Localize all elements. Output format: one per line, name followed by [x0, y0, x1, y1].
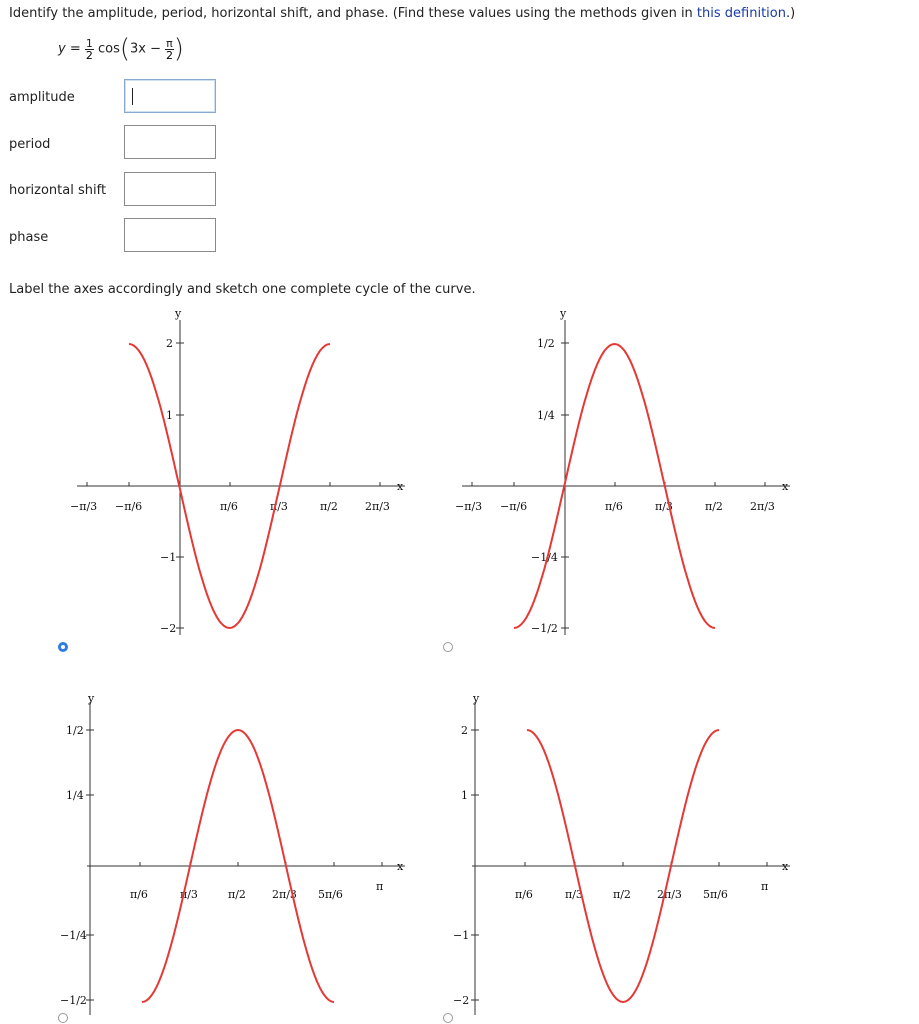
- x-tick-label: −π/3: [455, 500, 483, 513]
- equation-function: cos: [98, 41, 120, 57]
- horizontal-shift-label: horizontal shift: [9, 183, 107, 198]
- x-tick-label: π: [376, 880, 384, 893]
- shift-numerator: π: [166, 36, 173, 50]
- radio-graph-1[interactable]: [58, 642, 68, 652]
- equation-lhs: y =: [58, 41, 81, 57]
- phase-input[interactable]: [124, 218, 216, 252]
- y-tick-label: −1/2: [60, 994, 87, 1007]
- radio-graph-2[interactable]: [443, 642, 453, 652]
- x-tick-label: π/3: [655, 500, 673, 513]
- x-tick-label: π/2: [228, 888, 246, 901]
- x-tick-label: π/2: [613, 888, 631, 901]
- y-tick-label: −1/2: [531, 622, 558, 635]
- graph-option-1[interactable]: [60, 300, 420, 645]
- x-ticks: [130, 862, 383, 901]
- y-tick-label: −1/4: [531, 551, 558, 564]
- x-tick-label: π/2: [705, 500, 723, 513]
- x-tick-label: −π/6: [500, 500, 528, 513]
- amplitude-label: amplitude: [9, 90, 75, 105]
- y-tick-label: −1: [453, 929, 470, 942]
- x-tick-label: π/3: [565, 888, 583, 901]
- y-tick-label: 1/4: [537, 409, 555, 422]
- x-tick-label: 5π/6: [703, 888, 728, 901]
- x-tick-label: 2π/3: [750, 500, 775, 513]
- x-tick-label: π/3: [270, 500, 288, 513]
- x-tick-label: −π/3: [70, 500, 98, 513]
- amplitude-input[interactable]: [124, 79, 216, 113]
- y-tick-label: −2: [453, 994, 470, 1007]
- y-tick-label: −2: [160, 622, 177, 635]
- coefficient-fraction: [85, 38, 94, 61]
- y-tick-label: 2: [461, 724, 468, 737]
- y-axis-name: y: [175, 307, 182, 320]
- x-axis-name: x: [782, 480, 789, 493]
- radio-graph-4[interactable]: [443, 1013, 453, 1023]
- horizontal-shift-input[interactable]: [124, 172, 216, 206]
- instructions: Label the axes accordingly and sketch one complete cycle of the curve.: [9, 282, 476, 297]
- x-tick-label: 2π/3: [365, 500, 390, 513]
- y-tick-label: 1/2: [537, 337, 555, 350]
- equation: y = $\frac{1}{2}$ cos(3x − $\frac{\pi}{2}$ ): [58, 34, 184, 64]
- x-tick-label: 5π/6: [318, 888, 343, 901]
- phase-label: phase: [9, 230, 49, 245]
- y-tick-label: 1: [166, 409, 173, 422]
- x-ticks: [515, 862, 768, 901]
- question-prompt: [9, 6, 795, 21]
- equation-inner: 3x −: [130, 41, 162, 57]
- x-axis-name: x: [397, 860, 404, 873]
- x-tick-label: 2π/3: [272, 888, 297, 901]
- text-caret: [132, 88, 133, 105]
- x-axis-name: x: [782, 860, 789, 873]
- graph-option-4[interactable]: [445, 690, 805, 1020]
- x-axis-name: x: [397, 480, 404, 493]
- y-tick-label: 2: [166, 337, 173, 350]
- y-axis-name: y: [473, 692, 480, 705]
- x-tick-label: π/3: [180, 888, 198, 901]
- period-input[interactable]: [124, 125, 216, 159]
- graph-option-2[interactable]: [445, 300, 805, 645]
- y-tick-label: −1: [160, 551, 177, 564]
- y-axis-name: y: [88, 692, 95, 705]
- x-tick-label: π/2: [320, 500, 338, 513]
- x-tick-label: π/6: [605, 500, 623, 513]
- period-label: period: [9, 137, 51, 152]
- y-tick-label: 1/4: [66, 789, 84, 802]
- x-ticks: [455, 482, 775, 513]
- x-tick-label: π/6: [515, 888, 533, 901]
- shift-fraction: [165, 38, 174, 61]
- prompt-tail: .): [785, 6, 796, 21]
- prompt-text: Identify the amplitude, period, horizontal shift, and phase. (Find these values using the methods given in: [9, 6, 697, 21]
- x-tick-label: π/6: [130, 888, 148, 901]
- y-tick-label: 1/2: [66, 724, 84, 737]
- definition-link[interactable]: this definition: [696, 6, 786, 21]
- radio-graph-3[interactable]: [58, 1013, 68, 1023]
- coefficient-numerator: 1: [85, 36, 93, 50]
- y-tick-label: −1/4: [60, 929, 87, 942]
- coefficient-denominator: 2: [85, 48, 93, 62]
- x-tick-label: 2π/3: [657, 888, 682, 901]
- x-tick-label: −π/6: [115, 500, 143, 513]
- y-tick-label: 1: [461, 789, 468, 802]
- y-axis-name: y: [560, 307, 567, 320]
- x-tick-label: π/6: [220, 500, 238, 513]
- x-tick-label: π: [761, 880, 769, 893]
- shift-denominator: 2: [165, 48, 173, 62]
- graph-option-3[interactable]: [60, 690, 420, 1020]
- x-ticks: [70, 482, 390, 513]
